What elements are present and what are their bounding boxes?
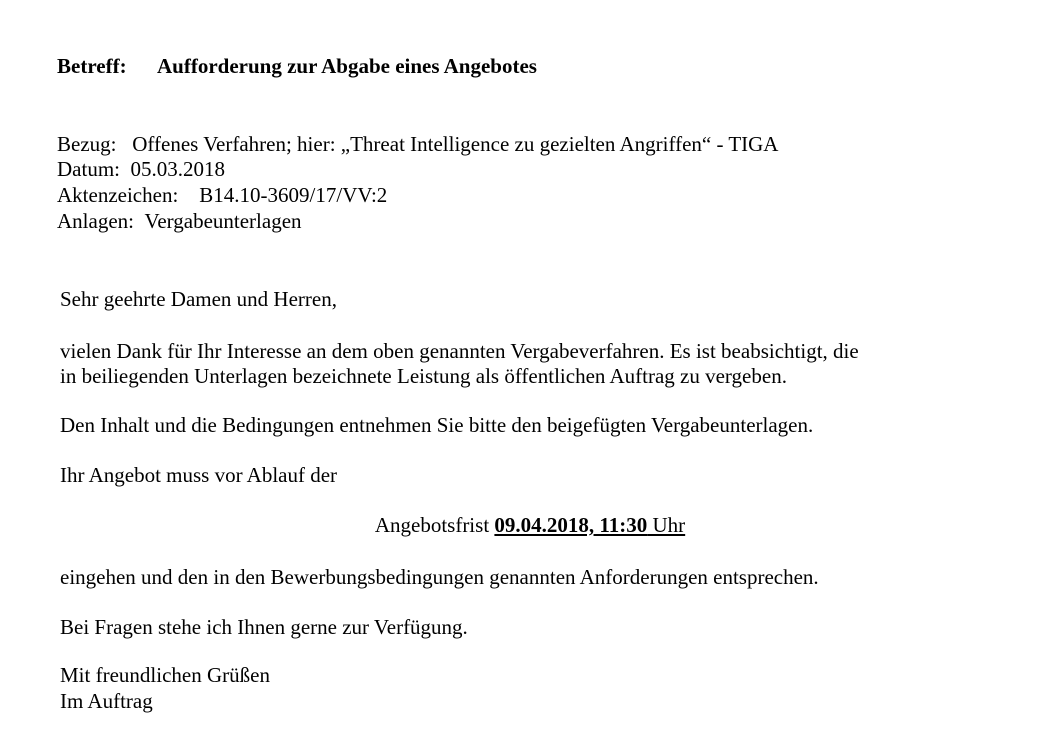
deadline-value: 09.04.2018, 11:30 [494, 513, 648, 537]
bezug-value: Offenes Verfahren; hier: „Threat Intelligence zu gezielten Angriffen“ - TIGA [132, 132, 779, 156]
para1-line2: in beiliegenden Unterlagen bezeichnete Leistung als öffentlichen Auftrag zu vergeben. [60, 364, 787, 388]
meta-aktenzeichen [57, 183, 387, 207]
closing-greeting: Mit freundlichen Grüßen [60, 663, 270, 687]
closing-on-behalf: Im Auftrag [60, 689, 153, 713]
datum-value: 05.03.2018 [130, 157, 225, 181]
aktenzeichen-label: Aktenzeichen: [57, 183, 179, 207]
para3: Ihr Angebot muss vor Ablauf der [60, 463, 338, 487]
subject-label: Betreff: [57, 54, 127, 78]
para4: eingehen und den in den Bewerbungsbedingungen genannten Anforderungen entsprechen. [60, 565, 819, 589]
anlagen-label: Anlagen: [57, 209, 134, 233]
meta-anlagen [57, 209, 302, 233]
para2: Den Inhalt und die Bedingungen entnehmen Sie bitte den beigefügten Vergabeunterlagen. [60, 413, 814, 437]
datum-label: Datum: [57, 157, 120, 181]
subject-text: Aufforderung zur Abgabe eines Angebotes [157, 54, 537, 78]
deadline-label: Angebotsfrist [374, 513, 490, 537]
deadline-line [0, 513, 1040, 537]
anlagen-value: Vergabeunterlagen [144, 209, 302, 233]
meta-datum [57, 157, 225, 181]
bezug-label: Bezug: [57, 132, 117, 156]
deadline-unit: Uhr [652, 513, 686, 537]
salutation: Sehr geehrte Damen und Herren, [60, 287, 337, 311]
para5: Bei Fragen stehe ich Ihnen gerne zur Verfügung. [60, 615, 468, 639]
para1-line1: vielen Dank für Ihr Interesse an dem oben genannten Vergabeverfahren. Es ist beabsichtigt, die [60, 339, 859, 363]
meta-bezug [57, 132, 778, 156]
aktenzeichen-value: B14.10-3609/17/VV:2 [199, 183, 388, 207]
